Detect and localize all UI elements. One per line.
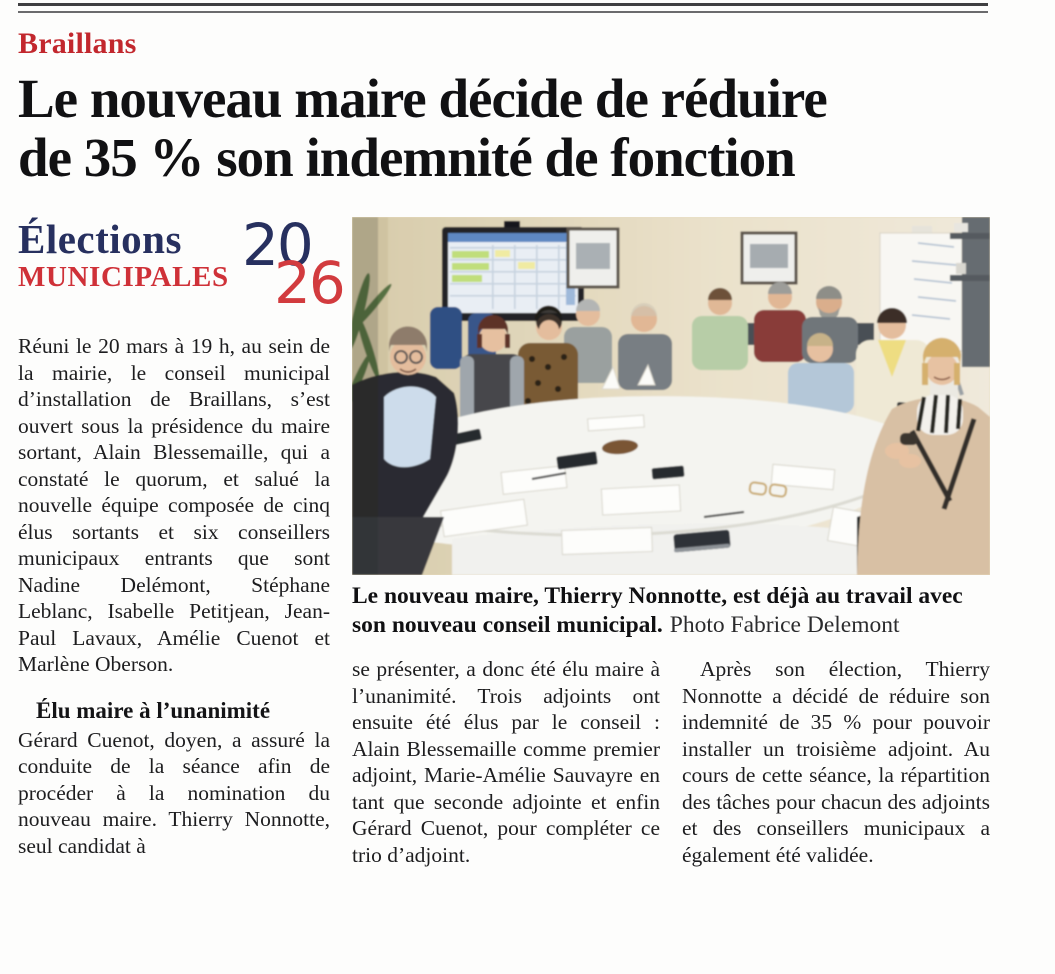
left-column xyxy=(18,211,344,868)
paragraph-1: Réuni le 20 mars à 19 h, au sein de la mairie, le conseil municipal d’installation de Braillans, s’est ouvert sous la présidence du maire sortant, Alain Blessemaille, qui a constaté le quorum, et salué la nouvelle équipe composée de cinq élus sortants et six conseillers municipaux entrants que sont Nadine Delémont, Stéphane Leblanc, Isabelle Petitjean, Jean-Paul Lavaux, Amélie Cuenot et Marlène Oberson. xyxy=(18,334,330,676)
logo-year-26: 26 xyxy=(274,249,344,317)
wall-picture-frame-right xyxy=(742,233,796,283)
section-kicker: Braillans xyxy=(18,27,137,60)
top-double-rule xyxy=(18,3,988,13)
tv-screen-spreadsheet xyxy=(442,221,584,321)
logo-year-2026 xyxy=(236,211,346,317)
subheading: Élu maire à l’unanimité xyxy=(36,697,271,723)
paragraph-2: Gérard Cuenot, doyen, a assuré la conduite de la séance afin de procéder à la nomination du nouveau maire. Thierry Nonnotte, seul candidat à xyxy=(18,727,330,858)
caption-credit: Photo Fabrice Delemont xyxy=(669,612,900,638)
headline xyxy=(18,69,988,187)
paragraph-4: Après son élection, Thierry Nonnotte a décidé de réduire son indemnité de 35 % pour pouvoir installer un troisième adjoint. Au cours de cette séance, la répartition des tâches pour chacun des adjoints et des conseillers municipaux a également été validée. xyxy=(682,657,990,867)
rule-thick xyxy=(18,3,988,6)
wall-picture-frame-left xyxy=(568,229,618,287)
right-area xyxy=(352,217,990,868)
logo-year-20: 20 xyxy=(242,211,312,279)
headline-line-1: Le nouveau maire décide de réduire xyxy=(18,68,827,129)
logo-elections-text: Élections xyxy=(18,216,182,262)
elections-municipales-2026-logo xyxy=(18,211,344,317)
caption-text: Le nouveau maire, Thierry Nonnotte, est déjà au travail avec son nouveau conseil municipal. xyxy=(352,583,963,638)
photo-illustration xyxy=(352,217,990,575)
headline-line-2: de 35 % son indemnité de fonction xyxy=(18,127,795,188)
paragraph-3: se présenter, a donc été élu maire à l’unanimité. Trois adjoints ont ensuite été élus par le conseil : Alain Blessemaille comme premier adjoint, Marie-Amélie Sauvayre en tant que seconde adjointe et enfin Gérard Cuenot, pour compléter ce trio d’adjoint. xyxy=(352,657,660,867)
logo-municipales-text: MUNICIPALES xyxy=(18,261,229,293)
photo-caption xyxy=(352,582,990,640)
rule-thin xyxy=(18,11,988,13)
article-photo-council-meeting xyxy=(352,217,990,575)
